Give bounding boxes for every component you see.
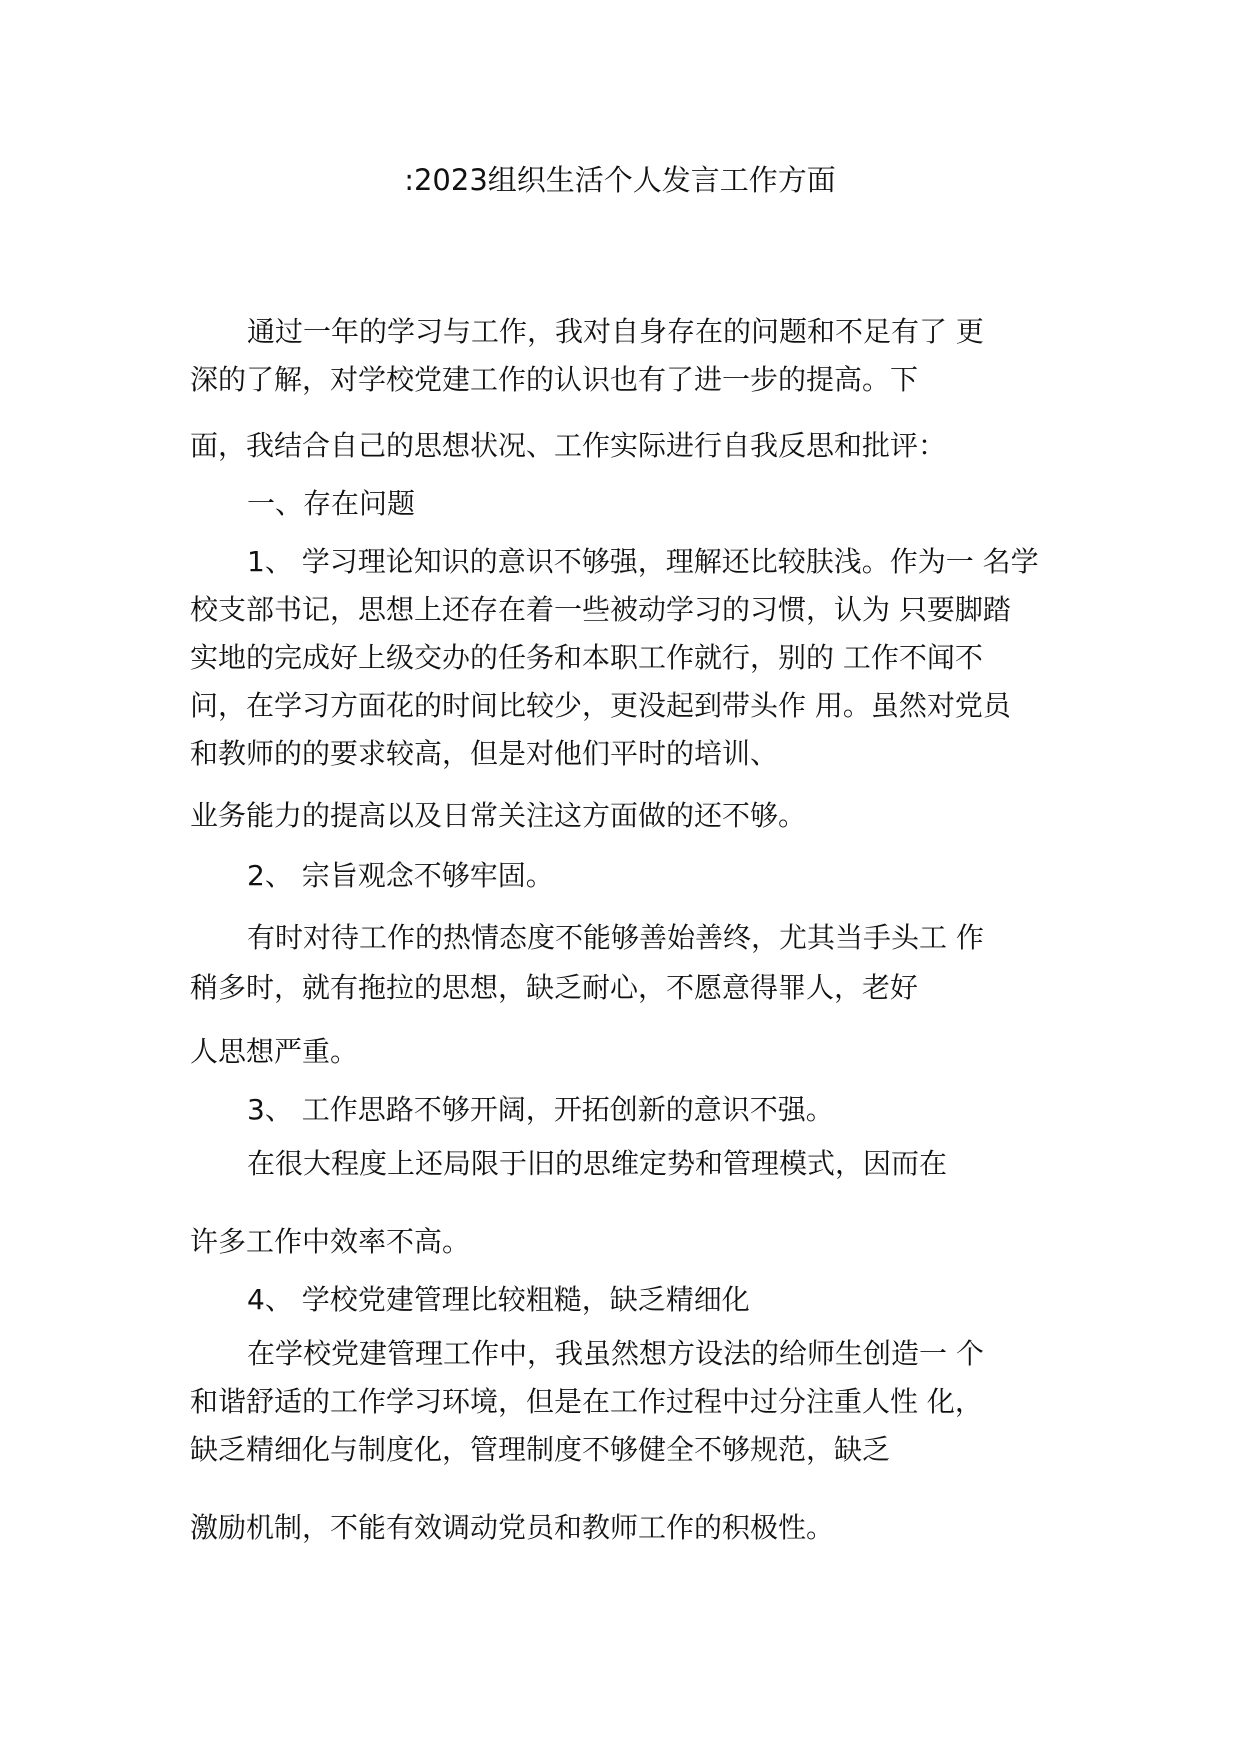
text-line: 人思想严重。 (190, 1035, 359, 1068)
text-line: 1、 学习理论知识的意识不够强，理解还比较肤浅。作为一 名学 (247, 545, 1039, 578)
text-line: 业务能力的提高以及日常关注这方面做的还不够。 (190, 799, 807, 832)
list-item-heading: 4、 学校党建管理比较粗糙，缺乏精细化 (247, 1283, 750, 1316)
list-item-heading: 3、 工作思路不够开阔，开拓创新的意识不强。 (247, 1093, 834, 1126)
text-line: 实地的完成好上级交办的任务和本职工作就行，别的 工作不闻不 (190, 641, 983, 674)
text-line: 和教师的的要求较高，但是对他们平时的培训、 (190, 737, 779, 770)
text-line: 激励机制，不能有效调动党员和教师工作的积极性。 (190, 1511, 835, 1544)
page-title: :2023组织生活个人发言工作方面 (404, 163, 836, 197)
text-line: 问，在学习方面花的时间比较少，更没起到带头作 用。虽然对党员 (190, 689, 1011, 722)
text-line: 通过一年的学习与工作，我对自身存在的问题和不足有了 更 (247, 315, 984, 348)
text-line: 在很大程度上还局限于旧的思维定势和管理模式，因而在 (247, 1147, 948, 1180)
section-heading: 一、存在问题 (247, 487, 416, 520)
text-line: 在学校党建管理工作中，我虽然想方设法的给师生创造一 个 (247, 1337, 984, 1370)
text-line: 和谐舒适的工作学习环境，但是在工作过程中过分注重人性 化， (190, 1385, 983, 1418)
list-item-heading: 2、 宗旨观念不够牢固。 (247, 859, 554, 892)
text-line: 许多工作中效率不高。 (190, 1225, 471, 1258)
text-line: 稍多时，就有拖拉的思想，缺乏耐心，不愿意得罪人，老好 (190, 971, 919, 1004)
text-line: 校支部书记，思想上还存在着一些被动学习的习惯，认为 只要脚踏 (190, 593, 1011, 626)
text-line: 面，我结合自己的思想状况、工作实际进行自我反思和批评： (190, 429, 947, 462)
text-line: 缺乏精细化与制度化，管理制度不够健全不够规范，缺乏 (190, 1433, 891, 1466)
text-line: 深的了解，对学校党建工作的认识也有了进一步的提高。下 (190, 363, 919, 396)
text-line: 有时对待工作的热情态度不能够善始善终，尤其当手头工 作 (247, 921, 984, 954)
